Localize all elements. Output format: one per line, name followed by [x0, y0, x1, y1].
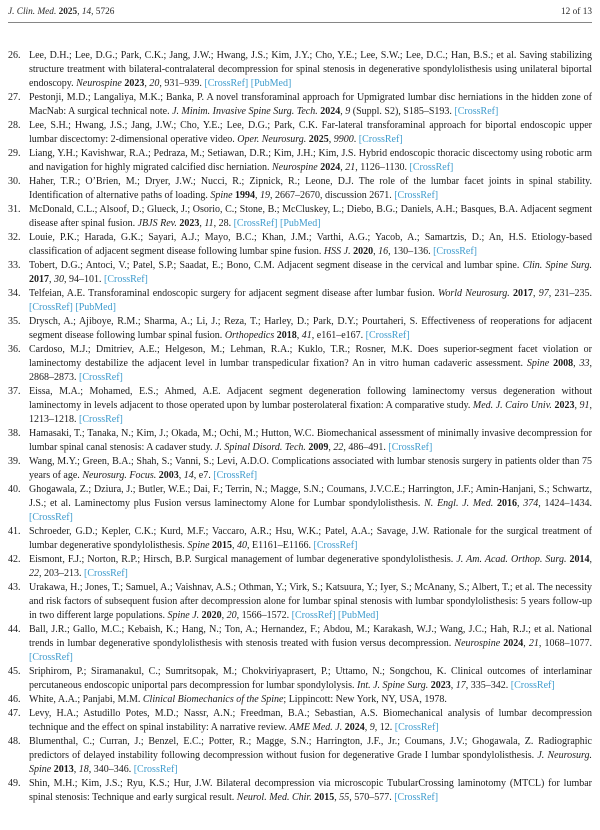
plain-text: Blumenthal, C.; Curran, J.; Benzel, E.C.; Potter, R.; Magge, S.N.; Harrington, J.F., Jr.; Coumans, J.V.; Ghogawala, Z. Radiographic predictors of delayed instability following decompression without fusion for degenerative Grade I lumbar spondylolisthesis. — [29, 736, 592, 761]
bold-text: 2025 — [308, 134, 329, 145]
crossref-link[interactable]: [CrossRef] — [79, 414, 123, 425]
reference-item — [8, 147, 592, 175]
crossref-link[interactable]: [CrossRef] — [394, 190, 439, 201]
reference-text — [29, 777, 592, 805]
plain-text: Hamasaki, T.; Tanaka, N.; Kim, J.; Okada, M.; Ochi, M.; Hutton, W.C. Biomechanical assessment of minimally invasive decompression for lumbar spinal canal stenosis: A cadaver study. — [29, 428, 592, 453]
bold-text: 1994 — [235, 190, 256, 201]
plain-text: , 335–342. — [465, 680, 511, 691]
reference-item — [8, 483, 592, 525]
plain-text: , 931–939. — [159, 78, 205, 89]
reference-text — [29, 707, 592, 735]
reference-text — [29, 581, 592, 623]
plain-text: Eismont, F.J.; Norton, R.P.; Hirsch, B.P. Surgical management of lumbar degenerative spondylolisthesis. — [29, 554, 457, 565]
italic-text: 22 — [29, 568, 39, 579]
italic-text: Spine J. — [167, 610, 200, 621]
reference-number: 48. — [8, 736, 21, 747]
reference-item — [8, 553, 592, 581]
crossref-link[interactable]: [CrossRef] — [29, 302, 73, 313]
plain-text: Telfeian, A.E. Transforaminal endoscopic surgery for adjacent segment disease after lumbar fusion. — [29, 288, 438, 299]
plain-text: , — [523, 638, 529, 649]
italic-text: J. Am. Acad. Orthop. Surg. — [456, 554, 567, 565]
crossref-link[interactable]: [CrossRef] — [233, 218, 278, 229]
italic-text: 30 — [54, 274, 64, 285]
reference-number: 33. — [8, 260, 21, 271]
italic-text: 20 — [149, 78, 160, 89]
plain-text: , 1566–1572. — [236, 610, 292, 621]
plain-text: , — [533, 288, 539, 299]
plain-text: Eissa, M.A.; Mohamed, E.S.; Ahmed, A.E. Adjacent segment degeneration following laminectomy versus degeneration without laminectomy in levels adjacent to those operated upon by lumbar posterolateral fixation: A comparative study. — [29, 386, 592, 411]
reference-text — [29, 175, 592, 203]
italic-text: 14 — [183, 470, 194, 481]
plain-text: , 486–491. — [343, 442, 389, 453]
italic-text: 33 — [579, 358, 590, 369]
bold-text: 2023 — [554, 400, 575, 411]
plain-text: , E1161–E1166. — [247, 540, 314, 551]
italic-text: 18 — [78, 764, 89, 775]
pubmed-link[interactable]: [PubMed] — [338, 610, 379, 621]
plain-text: , 1424–1434. — [538, 498, 592, 509]
italic-text: 97 — [538, 288, 549, 299]
bold-text: 2020 — [353, 246, 374, 257]
plain-text: , — [373, 246, 379, 257]
italic-text: 21 — [528, 638, 539, 649]
italic-text: World Neurosurg. — [437, 288, 510, 299]
plain-text: , 340–346. — [88, 764, 134, 775]
italic-text: Neurospine — [454, 638, 501, 649]
crossref-link[interactable]: [CrossRef] — [104, 274, 148, 285]
crossref-link[interactable]: [CrossRef] — [29, 652, 73, 663]
references-list — [8, 49, 592, 805]
bold-text: 2023 — [124, 78, 145, 89]
plain-text: , 203–213. — [39, 568, 84, 579]
italic-text: 40 — [237, 540, 248, 551]
reference-text — [29, 665, 592, 693]
bold-text: 2023 — [179, 218, 200, 229]
journal-citation — [8, 7, 114, 18]
italic-text: 9 — [369, 722, 375, 733]
reference-text — [29, 553, 592, 581]
reference-item — [8, 623, 592, 665]
bold-text: 2003 — [158, 470, 179, 481]
reference-item — [8, 525, 592, 553]
plain-text: , — [450, 680, 456, 691]
reference-text — [29, 455, 592, 483]
bold-text: 2024 — [503, 638, 524, 649]
bold-text: 2016 — [496, 498, 517, 509]
plain-text: Drysch, A.; Ajiboye, R.M.; Sharma, A.; Li, J.; Reza, T.; Harley, D.; Park, D.Y.; Pourtaheri, S. Effectiveness of reoperations for adjacent segment disease following lumbar spinal fusion. — [29, 316, 592, 341]
reference-number: 47. — [8, 708, 21, 719]
plain-text: , 2667–2670, discussion 2671. — [270, 190, 395, 201]
italic-text: 21 — [345, 162, 356, 173]
italic-text: 9 — [345, 106, 351, 117]
plain-text: , — [328, 134, 334, 145]
italic-text: Spine — [210, 190, 233, 201]
bold-text: 2015 — [314, 792, 335, 803]
reference-number: 41. — [8, 526, 21, 537]
reference-item — [8, 427, 592, 455]
plain-text: , 2868–2873. — [29, 358, 593, 383]
reference-number: 49. — [8, 778, 21, 789]
crossref-link[interactable]: [CrossRef] — [213, 470, 258, 481]
reference-number: 29. — [8, 148, 21, 159]
pubmed-link[interactable]: [PubMed] — [75, 302, 116, 313]
crossref-link[interactable]: [CrossRef] — [29, 512, 73, 523]
bold-text: 2024 — [320, 106, 341, 117]
plain-text: , e7. — [193, 470, 214, 481]
plain-text: , — [232, 540, 238, 551]
crossref-link[interactable]: [CrossRef] — [291, 610, 336, 621]
bold-text: 2008 — [553, 358, 574, 369]
reference-number: 30. — [8, 176, 21, 187]
italic-text: 17 — [455, 680, 466, 691]
bold-text: 2013 — [53, 764, 74, 775]
bold-text: 2015 — [212, 540, 233, 551]
plain-text: Liang, Y.H.; Kavishwar, R.A.; Pedraza, M.; Setiawan, D.R.; Kim, J.H.; Kim, J.S. Hybrid endoscopic thoracic discectomy using robotic arm and navigation for highly migrated calcified disc herniation. — [29, 148, 592, 173]
plain-text: Pestonji, M.D.; Langaliya, M.K.; Banka, P. A novel transforaminal approach for Upmigrated lumbar disc herniations in the hidden zone of MacNab: A surgical technical note. — [29, 92, 592, 117]
reference-item — [8, 777, 592, 805]
page-number: 12 of 13 — [561, 7, 592, 17]
reference-item — [8, 259, 592, 287]
plain-text: Ghogawala, Z.; Dziura, J.; Butler, W.E.; Dai, F.; Terrin, N.; Magge, S.N.; Coumans, J.V.C.E.; Harrington, J.F.; Amin-Hanjani, S.; Schwartz, J.S.; et al. Laminectomy plus Fusion versus laminectomy Alone for Lumbar spondylolisthesis. — [29, 484, 592, 509]
reference-item — [8, 385, 592, 427]
reference-number: 36. — [8, 344, 21, 355]
plain-text: Schroeder, G.D.; Kepler, C.K.; Kurd, M.F.; Vaccaro, A.R.; Hsu, W.K.; Patel, A.A.; Savage, J.W. Rationale for the surgical treatment of lumbar degenerative spondylolisthesis. — [29, 526, 592, 551]
bold-text: 2009 — [308, 442, 329, 453]
reference-item — [8, 91, 592, 119]
pubmed-link[interactable]: [PubMed] — [250, 78, 292, 89]
plain-text: ; Lippincott: New York, NY, USA, 1978. — [283, 694, 447, 705]
reference-text — [29, 735, 592, 777]
plain-text: , 570–577. — [349, 792, 395, 803]
reference-number: 45. — [8, 666, 21, 677]
plain-text: Cardoso, M.J.; Dmitriev, A.E.; Helgeson, M.; Lehman, R.A.; Kuklo, T.R.; Rosner, M.K. Does superior-segment facet violation or laminectomy destabilize the adjacent level in lumbar transpedicular fixation? An in vitro human cadaveric assessment. — [29, 344, 592, 369]
reference-number: 28. — [8, 120, 21, 131]
italic-text: Neurosurg. Focus. — [82, 470, 157, 481]
reference-text — [29, 525, 592, 553]
plain-text: , — [340, 106, 346, 117]
crossref-link[interactable]: [CrossRef] — [358, 134, 403, 145]
reference-item — [8, 203, 592, 231]
italic-text: HSS J. — [323, 246, 351, 257]
plain-text: Sriphirom, P.; Siramanakul, C.; Sumritsopak, M.; Chokviriyaprasert, P.; Uttamo, N.; Songchou, K. Clinical outcomes of interlaminar percutaneous endoscopic uniportal pars decompression for lumbar spondylolysis. — [29, 666, 592, 691]
reference-number: 27. — [8, 92, 21, 103]
reference-text — [29, 147, 592, 175]
italic-text: J. Clin. Med. — [8, 7, 59, 17]
plain-text: Levy, H.A.; Astudillo Potes, M.D.; Nassr, A.N.; Freedman, B.A.; Sebastian, A.S. Biomechanical analysis of lumbar decompression technique and the effect on spinal instability: A narrative review. — [29, 708, 592, 733]
plain-text: , — [199, 218, 205, 229]
reference-text — [29, 287, 592, 315]
reference-number: 44. — [8, 624, 21, 635]
crossref-link[interactable]: [CrossRef] — [79, 372, 123, 383]
reference-item — [8, 707, 592, 735]
italic-text: Spine — [526, 358, 550, 369]
reference-item — [8, 581, 592, 623]
crossref-link[interactable]: [CrossRef] — [365, 330, 410, 341]
italic-text: Clinical Biomechanics of the Spine — [142, 694, 284, 705]
plain-text: Haher, T.R.; O’Brien, M.; Dryer, J.W.; Nucci, R.; Zipnick, R.; Leone, D.J. The role of the lumbar facet joints in spinal stability. Identification of alternative paths of loading. — [29, 176, 592, 201]
italic-text: Neurol. Med. Chir. — [236, 792, 312, 803]
plain-text: , — [516, 498, 524, 509]
plain-text: , — [49, 274, 54, 285]
plain-text: Wang, M.Y.; Green, B.A.; Shah, S.; Vanni, S.; Levi, A.D.O. Complications associated with lumbar stenosis surgery in patients older than 75 years of age. — [29, 456, 592, 481]
crossref-link[interactable]: [CrossRef] — [510, 680, 555, 691]
italic-text: N. Engl. J. Med. — [424, 498, 494, 509]
page-header — [8, 7, 592, 18]
plain-text: , — [178, 470, 184, 481]
reference-number: 40. — [8, 484, 21, 495]
reference-item — [8, 693, 592, 707]
plain-text: , — [334, 792, 340, 803]
reference-item — [8, 455, 592, 483]
italic-text: Orthopedics — [224, 330, 275, 341]
crossref-link[interactable]: [CrossRef] — [394, 792, 439, 803]
plain-text: , 1126–1130. — [355, 162, 410, 173]
reference-text — [29, 259, 592, 287]
italic-text: 16 — [378, 246, 389, 257]
crossref-link[interactable]: [CrossRef] — [204, 78, 249, 89]
reference-number: 34. — [8, 288, 21, 299]
reference-number: 35. — [8, 316, 21, 327]
plain-text: , — [73, 764, 79, 775]
reference-item — [8, 665, 592, 693]
bold-text: 2024 — [320, 162, 341, 173]
plain-text: , 12. — [374, 722, 395, 733]
reference-number: 42. — [8, 554, 21, 565]
reference-item — [8, 343, 592, 385]
italic-text: Neurospine — [76, 78, 122, 89]
plain-text: Lee, D.H.; Lee, D.G.; Park, C.K.; Jang, J.W.; Hwang, J.S.; Kim, J.Y.; Cho, Y.E.; Lee, S.W.; Lee, D.C.; Han, B.S.; et al. Saving stabilizing structure treatment with bilateral-contralateral decompression for spinal stenosis in degenerative spondylolisthesis using unilateral biportal endoscopy. — [29, 50, 592, 89]
plain-text: Shin, M.H.; Kim, J.S.; Ryu, K.S.; Hur, J.W. Bilateral decompression via microscopic TubularCrossing laminotomy (MTCL) for lumbar spinal stenosis: Technique and early surgical result. — [29, 778, 592, 803]
crossref-link[interactable]: [CrossRef] — [433, 246, 477, 257]
italic-text: Neurospine — [271, 162, 318, 173]
reference-text — [29, 343, 592, 385]
italic-text: AME Med. J. — [289, 722, 343, 733]
crossref-link[interactable]: [CrossRef] — [84, 568, 128, 579]
bold-text: 2014 — [569, 554, 590, 565]
italic-text: J. Spinal Disord. Tech. — [214, 442, 306, 453]
reference-text — [29, 91, 592, 119]
italic-text: 41 — [301, 330, 312, 341]
reference-item — [8, 175, 592, 203]
reference-item — [8, 119, 592, 147]
plain-text: Lee, S.H.; Hwang, J.S.; Jang, J.W.; Cho, Y.E.; Lee, D.G.; Park, C.K. Far-lateral transforaminal approach for biportal endoscopic upper lumbar discectomy: 2-dimensional operative video. — [29, 120, 592, 145]
reference-number: 43. — [8, 582, 21, 593]
plain-text: , 5726 — [91, 7, 115, 17]
crossref-link[interactable]: [CrossRef] — [133, 764, 178, 775]
plain-text: , — [573, 358, 580, 369]
reference-item — [8, 735, 592, 777]
italic-text: Int. J. Spine Surg. — [356, 680, 429, 691]
header-rule — [8, 22, 592, 23]
reference-number: 26. — [8, 50, 21, 61]
plain-text: , — [589, 554, 593, 565]
bold-text: 2020 — [201, 610, 222, 621]
reference-text — [29, 315, 592, 343]
bold-text: 2017 — [29, 274, 49, 285]
italic-text: Med. J. Cairo Univ. — [472, 400, 552, 411]
reference-item — [8, 49, 592, 91]
italic-text: 374 — [523, 498, 539, 509]
italic-text: J. Minim. Invasive Spine Surg. Tech. — [172, 106, 318, 117]
plain-text: , — [364, 722, 370, 733]
crossref-link[interactable]: [CrossRef] — [313, 540, 358, 551]
italic-text: 55 — [339, 792, 350, 803]
plain-text: , 231–235. — [548, 288, 593, 299]
bold-text: 2017 — [513, 288, 534, 299]
plain-text: . — [353, 134, 359, 145]
plain-text: , 28. — [213, 218, 234, 229]
reference-number: 39. — [8, 456, 21, 467]
reference-item — [8, 231, 592, 259]
reference-item — [8, 287, 592, 315]
plain-text: McDonald, C.L.; Alsoof, D.; Glueck, J.; Osorio, C.; Stone, B.; McCluskey, L.; Diebo, B.G.; Daniels, A.H.; Basques, B.A. Adjacent segment disease after spinal fusion. — [29, 204, 592, 229]
reference-text — [29, 119, 592, 147]
italic-text: 22 — [333, 442, 344, 453]
reference-item — [8, 315, 592, 343]
plain-text: , — [328, 442, 334, 453]
plain-text: , — [255, 190, 261, 201]
plain-text: , — [574, 400, 580, 411]
pubmed-link[interactable]: [PubMed] — [279, 218, 321, 229]
plain-text: Louie, P.K.; Harada, G.K.; Sayari, A.J.; Mayo, B.C.; Khan, J.M.; Varthi, A.G.; Yacob, A.; Samartzis, D.; An, H.S. Etiology-based classification of adjacent segment disease following lumbar spine fusion. — [29, 232, 592, 257]
italic-text: JBJS Rev. — [137, 218, 177, 229]
plain-text: , — [144, 78, 150, 89]
crossref-link[interactable]: [CrossRef] — [454, 106, 499, 117]
plain-text: , e161–e167. — [311, 330, 366, 341]
plain-text: White, A.A.; Panjabi, M.M. — [29, 694, 143, 705]
bold-text: 2018 — [276, 330, 297, 341]
reference-text — [29, 49, 592, 91]
plain-text: , 1213–1218. — [29, 400, 593, 425]
italic-text: 9900 — [333, 134, 354, 145]
plain-text: , — [221, 610, 227, 621]
bold-text: 2024 — [344, 722, 365, 733]
plain-text: (Suppl. S2), S185–S193. — [350, 106, 455, 117]
italic-text: 19 — [260, 190, 271, 201]
reference-text — [29, 693, 592, 707]
bold-text: 2023 — [430, 680, 451, 691]
reference-text — [29, 623, 592, 665]
plain-text: , — [296, 330, 302, 341]
bold-text: 2025 — [58, 7, 78, 17]
plain-text: , — [340, 162, 346, 173]
plain-text: , — [77, 7, 82, 17]
reference-number: 37. — [8, 386, 21, 397]
italic-text: Oper. Neurosurg. — [237, 134, 307, 145]
reference-number: 38. — [8, 428, 21, 439]
reference-text — [29, 427, 592, 455]
reference-text — [29, 385, 592, 427]
italic-text: Spine — [187, 540, 210, 551]
italic-text: J. Neurosurg. Spine — [29, 750, 593, 775]
italic-text: Clin. Spine Surg. — [522, 260, 593, 271]
reference-text — [29, 231, 592, 259]
crossref-link[interactable]: [CrossRef] — [409, 162, 454, 173]
reference-text — [29, 203, 592, 231]
italic-text: 14 — [81, 7, 92, 17]
reference-number: 32. — [8, 232, 21, 243]
italic-text: 20 — [226, 610, 237, 621]
plain-text: , 130–136. — [388, 246, 434, 257]
plain-text: , 94–101. — [64, 274, 104, 285]
reference-text — [29, 483, 592, 525]
crossref-link[interactable]: [CrossRef] — [394, 722, 439, 733]
reference-number: 31. — [8, 204, 21, 215]
crossref-link[interactable]: [CrossRef] — [388, 442, 433, 453]
italic-text: 11 — [204, 218, 214, 229]
plain-text: , 1068–1077. — [538, 638, 593, 649]
plain-text: Tobert, D.G.; Antoci, V.; Patel, S.P.; Saadat, E.; Bono, C.M. Adjacent segment disease in the cervical and lumbar spine. — [29, 260, 523, 271]
plain-text: Ball, J.R.; Gallo, M.C.; Kebaish, K.; Hang, N.; Ton, A.; Hernandez, F.; Abdou, M.; Karakash, W.J.; Wang, J.C.; Hah, R.J.; et al. National trends in lumbar degenerative spondylolisthesis with stenosis treated with fusion versus decompression. — [29, 624, 592, 649]
italic-text: 91 — [579, 400, 590, 411]
reference-number: 46. — [8, 694, 21, 705]
plain-text: Urakawa, H.; Jones, T.; Samuel, A.; Vaishnav, A.S.; Othman, Y.; Virk, S.; Katsuura, Y.; Iyer, S.; McAnany, S.; Albert, T.; et al. The necessity and risk factors of subsequent fusion after decompression alone for lumbar spinal stenosis with lumbar spondylolisthesis: 5 years follow-up in two different large populations. — [29, 582, 592, 621]
